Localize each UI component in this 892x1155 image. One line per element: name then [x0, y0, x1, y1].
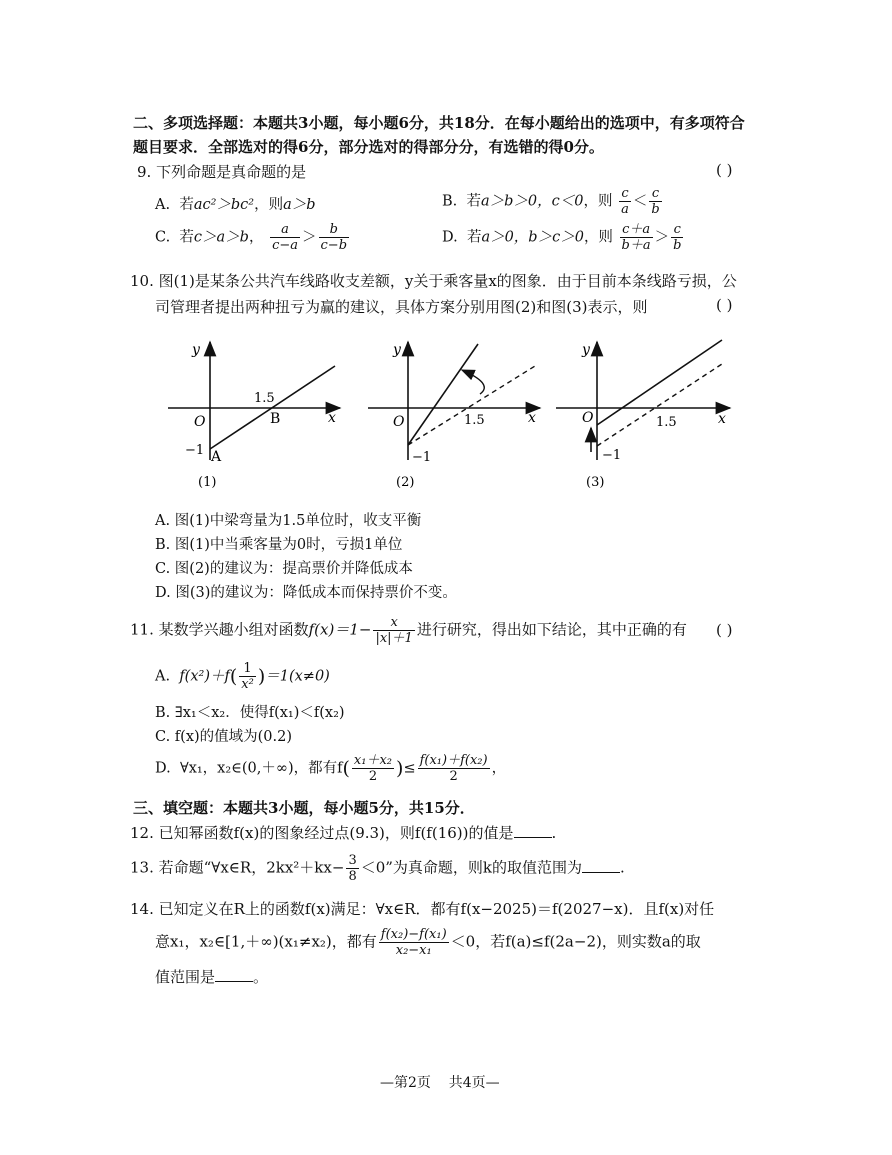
graph-3-origin: O: [582, 410, 594, 426]
graph-3-tick-1-5: 1.5: [656, 415, 677, 430]
graph-1-tick-neg1: −1: [185, 443, 205, 458]
graph-2-tick-1-5: 1.5: [464, 413, 485, 428]
graph-3: [556, 340, 730, 490]
graph-2-origin: O: [393, 414, 405, 430]
graph-3-old-line: [597, 364, 722, 446]
section2-line1: 二、多项选择题：本题共3小题，每小题6分，共18分．在每小题给出的选项中，有多项符合: [133, 114, 745, 132]
graph-1-point-a: A: [211, 449, 222, 465]
graph-2-caption: (2): [396, 475, 415, 490]
q11-option-b: B. ∃x₁＜x₂．使得f(x₁)＜f(x₂): [155, 705, 345, 721]
q9-option-d: D. 若a＞0，b＞c＞0，则 $\frac{c+a}{b+a}$ ＞ $\frac{c}{b}$: [442, 222, 682, 253]
q11-option-a: A. f(x²)＋f( $\frac{1}{\text{x²}}$ )＝1(x≠0): [155, 661, 330, 692]
graph-2: [368, 342, 540, 490]
graph-3-tick-neg1: −1: [602, 448, 622, 463]
q10-option-a: A. 图(1)中梁弯量为1.5单位时，收支平衡: [155, 513, 422, 529]
graph-2-y-label: y: [393, 342, 401, 358]
graph-1: [168, 342, 340, 490]
q10-line2: 司管理者提出两种扭亏为赢的建议，具体方案分别用图(2)和图(3)表示，则: [155, 298, 648, 316]
q12: 12. 已知幂函数f(x)的图象经过点(9.3)，则f(f(16))的值是 .: [130, 824, 557, 842]
graph-3-x-label: x: [718, 411, 726, 427]
q12-answer-blank[interactable]: [514, 823, 552, 838]
graph-2-rotate-arrow: [462, 370, 484, 394]
graph-3-y-label: y: [582, 342, 590, 358]
q10-graphs: [150, 330, 750, 495]
page-footer: —第2页 共4页—: [380, 1075, 500, 1091]
q10-answer-paren: ( ): [716, 296, 733, 314]
q14-line1: 14. 已知定义在R上的函数f(x)满足：∀x∈R．都有f(x−2025)＝f(2027−x)．且f(x)对任: [130, 900, 715, 918]
graph-1-point-b: B: [270, 411, 281, 427]
graph-1-caption: (1): [198, 475, 217, 490]
graph-1-y-label: y: [192, 342, 200, 358]
graph-1-tick-1-5: 1.5: [254, 391, 275, 406]
graph-1-origin: O: [194, 414, 206, 430]
q13: 13. 若命题“∀x∈R，2kx²＋kx− $\frac{3}{8}$ ＜0”为真命题，则k的取值范围为 .: [130, 853, 625, 884]
section2-line2: 题目要求．全部选对的得6分，部分选对的得部分分，有选错的得0分。: [133, 138, 604, 156]
graph-2-new-line: [408, 344, 478, 445]
q10-option-b: B. 图(1)中当乘客量为0时，亏损1单位: [155, 537, 403, 553]
q9-option-b: B. 若a＞b＞0，c＜0，则 $\frac{c}{a}$ ＜ $\frac{c}{b}$: [442, 186, 660, 217]
q13-answer-blank[interactable]: [582, 858, 620, 873]
q9-option-c: C. 若c＞a＞b， $\frac{a}{c-a}$ ＞ $\frac{b}{c-b}$: [155, 222, 348, 253]
q14-line2: 意x₁，x₂∈[1,＋∞)(x₁≠x₂)，都有 $\frac{\text{f(x₂)−f(x₁)}}{\text{x₂−x₁}}$ ＜0，若f(a)≤f(2a−2)，则实数a的取: [155, 927, 701, 958]
q9-option-a: A. 若ac²＞bc²，则a＞b: [155, 197, 316, 213]
q14-answer-blank[interactable]: [215, 967, 253, 982]
graph-2-x-label: x: [528, 410, 536, 426]
q9-answer-paren: ( ): [716, 161, 733, 179]
q10-line1: 10. 图(1)是某条公共汽车线路收支差额，y关于乘客量x的图象．由于目前本条线路亏损，公: [130, 272, 737, 290]
q11-option-d: D. ∀x₁，x₂∈(0,＋∞)，都有f( $\frac{\text{x₁＋x₂}}{2}$ )≤ $\frac{\text{f(x₁)＋f(x₂)}}{2}$ ，: [155, 753, 507, 784]
graph-1-x-label: x: [328, 410, 336, 426]
graph-2-old-line: [408, 366, 535, 445]
q9-stem: 9. 下列命题是真命题的是: [137, 163, 307, 181]
q11-stem: 11. 某数学兴趣小组对函数f(x)＝1− $\frac{x}{|x|+1}$ 进行研究，得出如下结论，其中正确的有: [130, 615, 687, 646]
graph-3-new-line: [597, 340, 722, 425]
q14-line3: 值范围是 。: [155, 968, 269, 986]
section3-title: 三、填空题：本题共3小题，每小题5分，共15分．: [133, 799, 475, 817]
q11-option-c: C. f(x)的值域为(0.2): [155, 729, 293, 745]
graph-2-tick-neg1: −1: [412, 450, 432, 465]
q10-option-d: D. 图(3)的建议为：降低成本而保持票价不变。: [155, 585, 457, 601]
q11-answer-paren: ( ): [716, 621, 733, 639]
q10-option-c: C. 图(2)的建议为：提高票价并降低成本: [155, 561, 413, 577]
graph-3-caption: (3): [586, 475, 605, 490]
